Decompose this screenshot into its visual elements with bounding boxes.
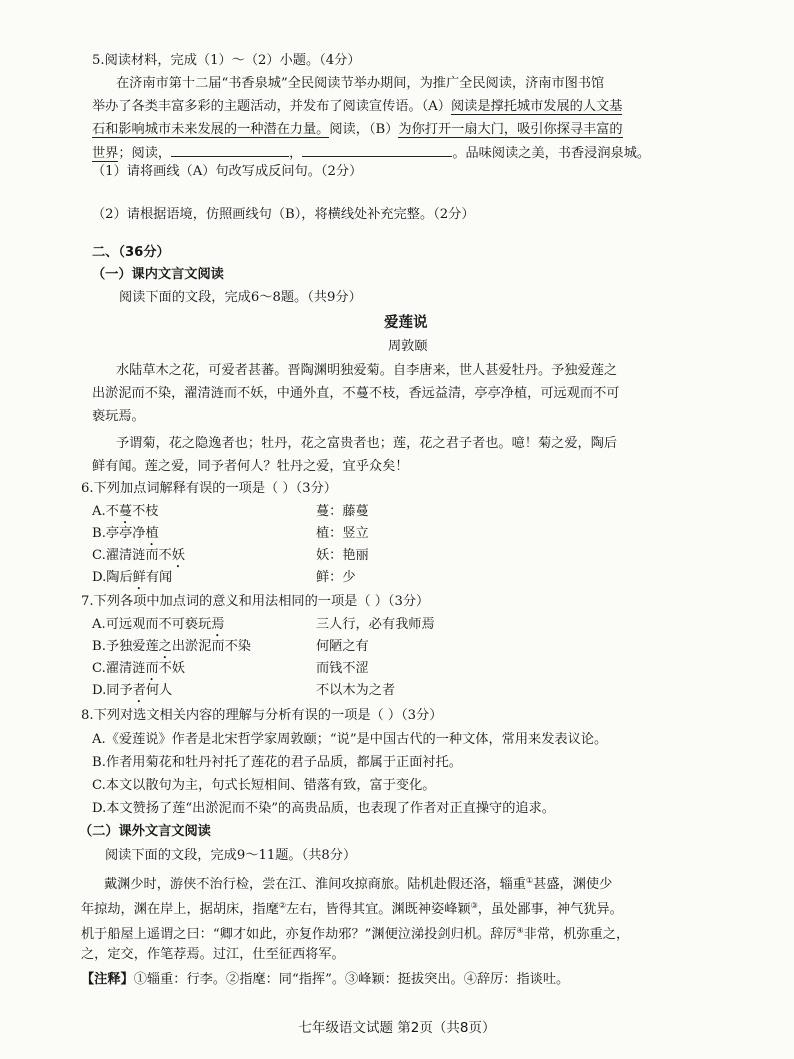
footnote-marker: ① bbox=[526, 876, 534, 885]
q5-material-line-1: 在济南市第十二届“书香泉城”全民阅读节举办期间，为推广全民阅读，济南市图书馆 bbox=[116, 76, 605, 91]
passage-line-2: 年掠劫，渊在岸上，据胡床，指麾②左右，皆得其宜。渊既神姿峰颖③，虽处鄙事，神气犹异。 bbox=[81, 901, 623, 917]
dotted-word: 植 bbox=[145, 526, 159, 541]
underlined-sentence-a-end: 石和影响城市未来发展的一种潜在力量。 bbox=[92, 122, 330, 137]
section-2-title: 二、（36分） bbox=[92, 245, 170, 260]
q5-material-text: ；阅读， bbox=[118, 146, 172, 161]
fill-blank-1[interactable] bbox=[171, 144, 289, 157]
underlined-sentence-b: 为你打开一扇大门，吸引你探寻丰富的 bbox=[398, 122, 623, 137]
q7-option-d[interactable]: D.同予者何人 不以木为之者 bbox=[92, 683, 396, 698]
q5-material-line-3 bbox=[92, 121, 623, 139]
essay-paragraph-1-line-2: 出淤泥而不染，濯清涟而不妖，中通外直，不蔓不枝，香远益清，亭亭净植，可远观而不可 bbox=[92, 386, 620, 401]
dotted-word: 蔓 bbox=[118, 504, 133, 519]
q5-heading: 5.阅读材料，完成（1）～（2）小题。（4分） bbox=[92, 53, 361, 68]
q6-explanation: 鲜：少 bbox=[316, 570, 356, 585]
q7-comparison: 而钱不涩 bbox=[316, 661, 369, 676]
q6-option-a[interactable]: A.不蔓不枝 蔓：藤蔓 bbox=[92, 504, 369, 519]
q5-material-line-2 bbox=[92, 98, 622, 116]
q5-subquestion-1: （1）请将画线（A）句改写成反问句。（2分） bbox=[92, 164, 363, 179]
q5-material-line-4: 世界；阅读， ， 。品味阅读之美，书香浸润泉城。 bbox=[92, 146, 651, 161]
q6-option-d[interactable]: D.陶后鲜有闻 鲜：少 bbox=[92, 570, 356, 585]
page-footer: 七年级语文试题 第2页（共8页） bbox=[298, 1020, 496, 1036]
passage-line-1: 戴渊少时，游侠不治行检，尝在江、淮间攻掠商旅。陆机赴假还洛，辎重①甚盛，渊使少 bbox=[104, 876, 613, 892]
part-2-title: （二）课外文言文阅读 bbox=[79, 824, 211, 839]
dotted-word: 焉 bbox=[211, 617, 225, 632]
q7-option-b[interactable]: B.予独爱莲之出淤泥而不染 何陋之有 bbox=[92, 639, 369, 654]
part-2-instruction: 阅读下面的文段，完成9～11题。（共8分） bbox=[105, 848, 357, 863]
q6-stem: 6.下列加点词解释有误的一项是（ ）（3分） bbox=[81, 481, 337, 496]
dotted-word: 之 bbox=[158, 639, 172, 654]
dotted-word: 者 bbox=[132, 683, 146, 698]
passage-line-4: 之，定交，作笔荐焉。过江，仕至征西将军。 bbox=[81, 947, 345, 962]
q5-material-text: 举办了各类丰富多彩的主题活动，并发布了阅读宣传语。（A） bbox=[92, 99, 451, 114]
q5-subquestion-2: （2）请根据语境，仿照画线句（B），将横线处补充完整。（2分） bbox=[92, 207, 475, 222]
q7-comparison: 不以木为之者 bbox=[316, 683, 396, 698]
q8-option-a[interactable]: A.《爱莲说》作者是北宋哲学家周敦颐；“说”是中国古代的一种文体，常用来发表议论。 bbox=[92, 732, 608, 747]
q7-comparison: 何陋之有 bbox=[316, 639, 369, 654]
fill-blank-2[interactable] bbox=[302, 144, 452, 157]
essay-paragraph-1-line-3: 亵玩焉。 bbox=[92, 409, 145, 424]
essay-paragraph-2-line-2: 鲜有闻。莲之爱，同予者何人？牡丹之爱，宜乎众矣！ bbox=[92, 459, 409, 474]
q6-explanation: 妖：艳丽 bbox=[316, 548, 369, 563]
q6-option-c[interactable]: C.濯清涟而不妖 妖：艳丽 bbox=[92, 548, 369, 563]
q8-option-c[interactable]: C.本文以散句为主，句式长短相间、错落有致，富于变化。 bbox=[92, 778, 436, 793]
annotation-label: 【注释】 bbox=[81, 972, 134, 987]
part-1-instruction: 阅读下面的文段，完成6～8题。（共9分） bbox=[119, 290, 362, 305]
underlined-sentence-a: 阅读是撑托城市发展的人文基 bbox=[450, 99, 623, 114]
q6-option-b[interactable]: B.亭亭净植 植：竖立 bbox=[92, 526, 369, 541]
passage-line-3: 机于船屋上遥谓之曰：“卿才如此，亦复作劫邪？”渊便泣涕投剑归机。辞厉④非常，机弥重之， bbox=[81, 926, 630, 942]
q8-stem: 8.下列对选文相关内容的理解与分析有误的一项是（ ）（3分） bbox=[81, 708, 443, 723]
q6-explanation: 蔓：藤蔓 bbox=[316, 504, 369, 519]
essay-title: 爱莲说 bbox=[384, 315, 428, 331]
q5-material-text: 。品味阅读之美，书香浸润泉城。 bbox=[452, 146, 651, 161]
q8-option-d[interactable]: D.本文赞扬了莲“出淤泥而不染”的高贵品质，也表现了作者对正直操守的追求。 bbox=[92, 801, 555, 816]
q7-comparison: 三人行，必有我师焉 bbox=[316, 617, 435, 632]
q7-option-c[interactable]: C.濯清涟而不妖 而钱不涩 bbox=[92, 661, 369, 676]
underlined-sentence-b-end: 世界 bbox=[92, 146, 119, 161]
part-1-title: （一）课内文言文阅读 bbox=[92, 267, 224, 282]
footnote-marker: ④ bbox=[516, 926, 524, 935]
q8-option-b[interactable]: B.作者用菊花和牡丹衬托了莲花的君子品质，都属于正面衬托。 bbox=[92, 755, 462, 770]
annotation-notes bbox=[81, 971, 569, 989]
q6-explanation: 植：竖立 bbox=[316, 526, 369, 541]
footnote-marker: ③ bbox=[470, 901, 478, 910]
annotation-text: ①辎重：行李。②指麾：同“指挥”。③峰颖：挺拔突出。④辞厉：指谈吐。 bbox=[133, 972, 570, 987]
q7-stem: 7.下列各项中加点词的意义和用法相同的一项是（ ）（3分） bbox=[81, 594, 430, 609]
q7-option-a[interactable]: A.可远观而不可亵玩焉 三人行，必有我师焉 bbox=[92, 617, 435, 632]
dotted-word: 妖 bbox=[171, 548, 185, 563]
dotted-word: 鲜 bbox=[132, 570, 146, 585]
essay-paragraph-2-line-1: 予谓菊，花之隐逸者也；牡丹，花之富贵者也；莲，花之君子者也。噫！菊之爱，陶后 bbox=[116, 436, 618, 451]
dotted-word: 而 bbox=[145, 661, 159, 676]
footnote-marker: ② bbox=[278, 901, 286, 910]
q5-material-text: 阅读，（B） bbox=[329, 122, 399, 137]
essay-author: 周敦颐 bbox=[388, 339, 428, 354]
essay-paragraph-1-line-1: 水陆草木之花，可爱者甚蕃。晋陶渊明独爱菊。自李唐来，世人甚爱牡丹。予独爱莲之 bbox=[116, 363, 618, 378]
